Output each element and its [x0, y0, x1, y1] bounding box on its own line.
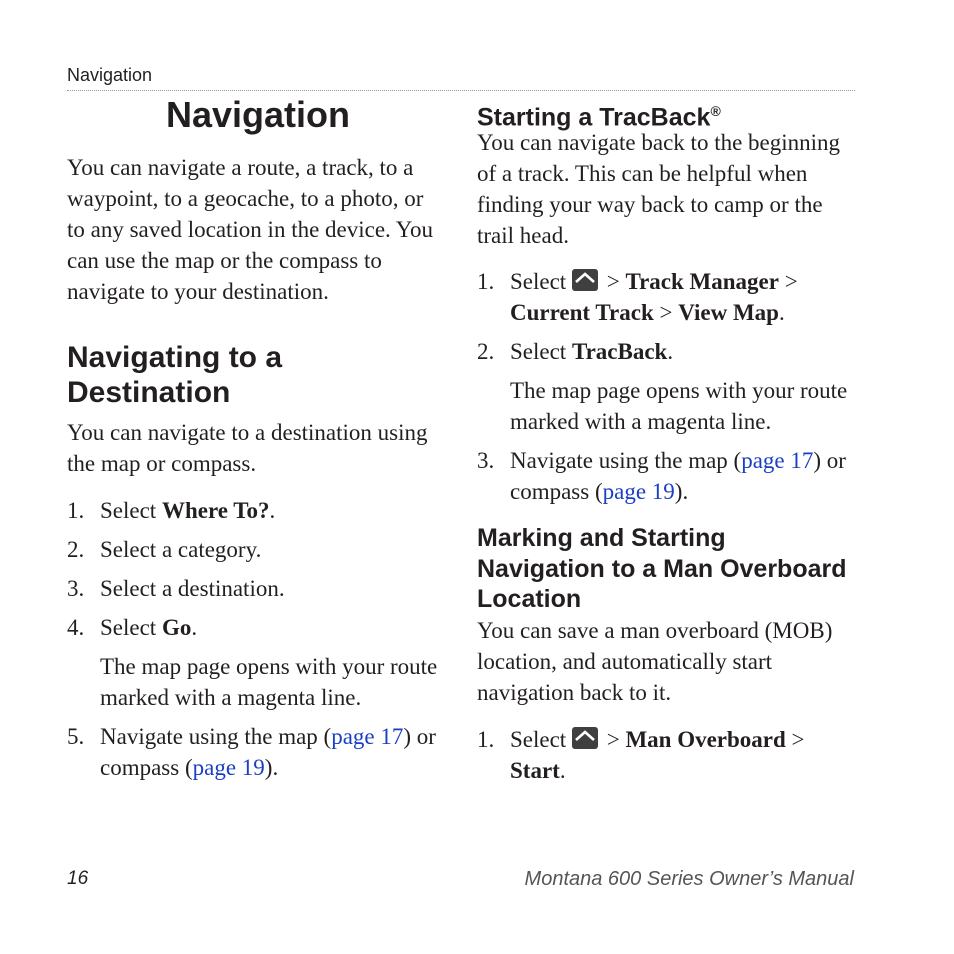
step-text: Navigate using the map ( — [100, 724, 332, 749]
page-17-link[interactable]: page 17 — [331, 724, 404, 749]
step-text: . — [559, 758, 566, 783]
step-text: Select — [100, 498, 162, 523]
manual-title: Montana 600 Series Owner’s Manual — [524, 868, 854, 890]
tracback-intro: You can navigate back to the beginning of a track. This can be helpful when finding your way back to camp or the trail head. — [477, 130, 841, 248]
step-text: Select — [510, 339, 572, 364]
step-text: > — [778, 269, 798, 294]
step-number: 2. — [67, 537, 85, 562]
step-text: Select — [510, 727, 572, 752]
step-text: . — [269, 498, 276, 523]
destination-step-note: The map page opens with your route marked with a magenta line. — [100, 654, 438, 710]
page-17-link[interactable]: page 17 — [741, 448, 814, 473]
step-text: ). — [674, 479, 689, 504]
menu-item-current-track: Current Track — [510, 300, 654, 325]
step-number: 3. — [477, 448, 495, 473]
step-text: > — [600, 269, 626, 294]
step-text: Navigate using the map ( — [510, 448, 742, 473]
step-text: ) or compass ( — [100, 724, 436, 780]
header-divider — [67, 90, 855, 91]
step-text: Select a category. — [100, 537, 262, 562]
step-text: . — [778, 300, 785, 325]
page-number: 16 — [67, 868, 89, 889]
step-number: 1. — [477, 727, 495, 752]
step-text: ) or compass ( — [510, 448, 846, 504]
home-icon — [572, 727, 598, 749]
menu-item-man-overboard: Man Overboard — [625, 727, 786, 752]
step-number: 2. — [477, 339, 495, 364]
menu-item-tracback: TracBack — [571, 339, 668, 364]
heading-line: Marking and Starting — [477, 524, 726, 552]
page-title: Navigation — [166, 94, 351, 135]
section-heading-destination — [67, 340, 447, 410]
step-text: . — [191, 615, 198, 640]
intro-paragraph: You can navigate a route, a track, to a waypoint, to a geocache, to a photo, or to any saved location in the device. You can use the map or the compass to navigate to your destination. — [67, 155, 434, 304]
step-text: ). — [264, 755, 279, 780]
step-number: 5. — [67, 724, 85, 749]
heading-line: Location — [477, 585, 582, 613]
step-text: Select a destination. — [100, 576, 285, 601]
heading-line: Navigating to a — [67, 341, 283, 374]
step-text: > — [785, 727, 805, 752]
heading-text: Starting a TracBack — [477, 103, 711, 132]
page-19-link[interactable]: page 19 — [192, 755, 265, 780]
menu-item-go: Go — [161, 615, 192, 640]
menu-item-track-manager: Track Manager — [625, 269, 779, 294]
running-header: Navigation — [67, 65, 153, 85]
step-number: 3. — [67, 576, 85, 601]
menu-item-start: Start — [510, 758, 560, 783]
step-text: Select — [510, 269, 572, 294]
step-text: Select — [100, 615, 162, 640]
step-text: . — [667, 339, 674, 364]
step-number: 1. — [477, 269, 495, 294]
heading-line: Navigation to a Man Overboard — [477, 554, 847, 583]
registered-mark: ® — [710, 103, 721, 119]
home-icon — [572, 269, 598, 291]
step-text: > — [653, 300, 679, 325]
menu-item-view-map: View Map — [678, 300, 779, 325]
section-heading-mob — [477, 523, 877, 615]
tracback-step-note: The map page opens with your route marked with a magenta line. — [510, 378, 848, 434]
menu-item-where-to: Where To? — [161, 498, 270, 523]
step-number: 1. — [67, 498, 85, 523]
page-19-link[interactable]: page 19 — [602, 479, 675, 504]
mob-intro: You can save a man overboard (MOB) location, and automatically start navigation back to it. — [477, 618, 833, 705]
step-text: > — [600, 727, 626, 752]
destination-intro: You can navigate to a destination using the map or compass. — [67, 420, 428, 476]
step-number: 4. — [67, 615, 85, 640]
heading-line: Destination — [67, 376, 231, 409]
